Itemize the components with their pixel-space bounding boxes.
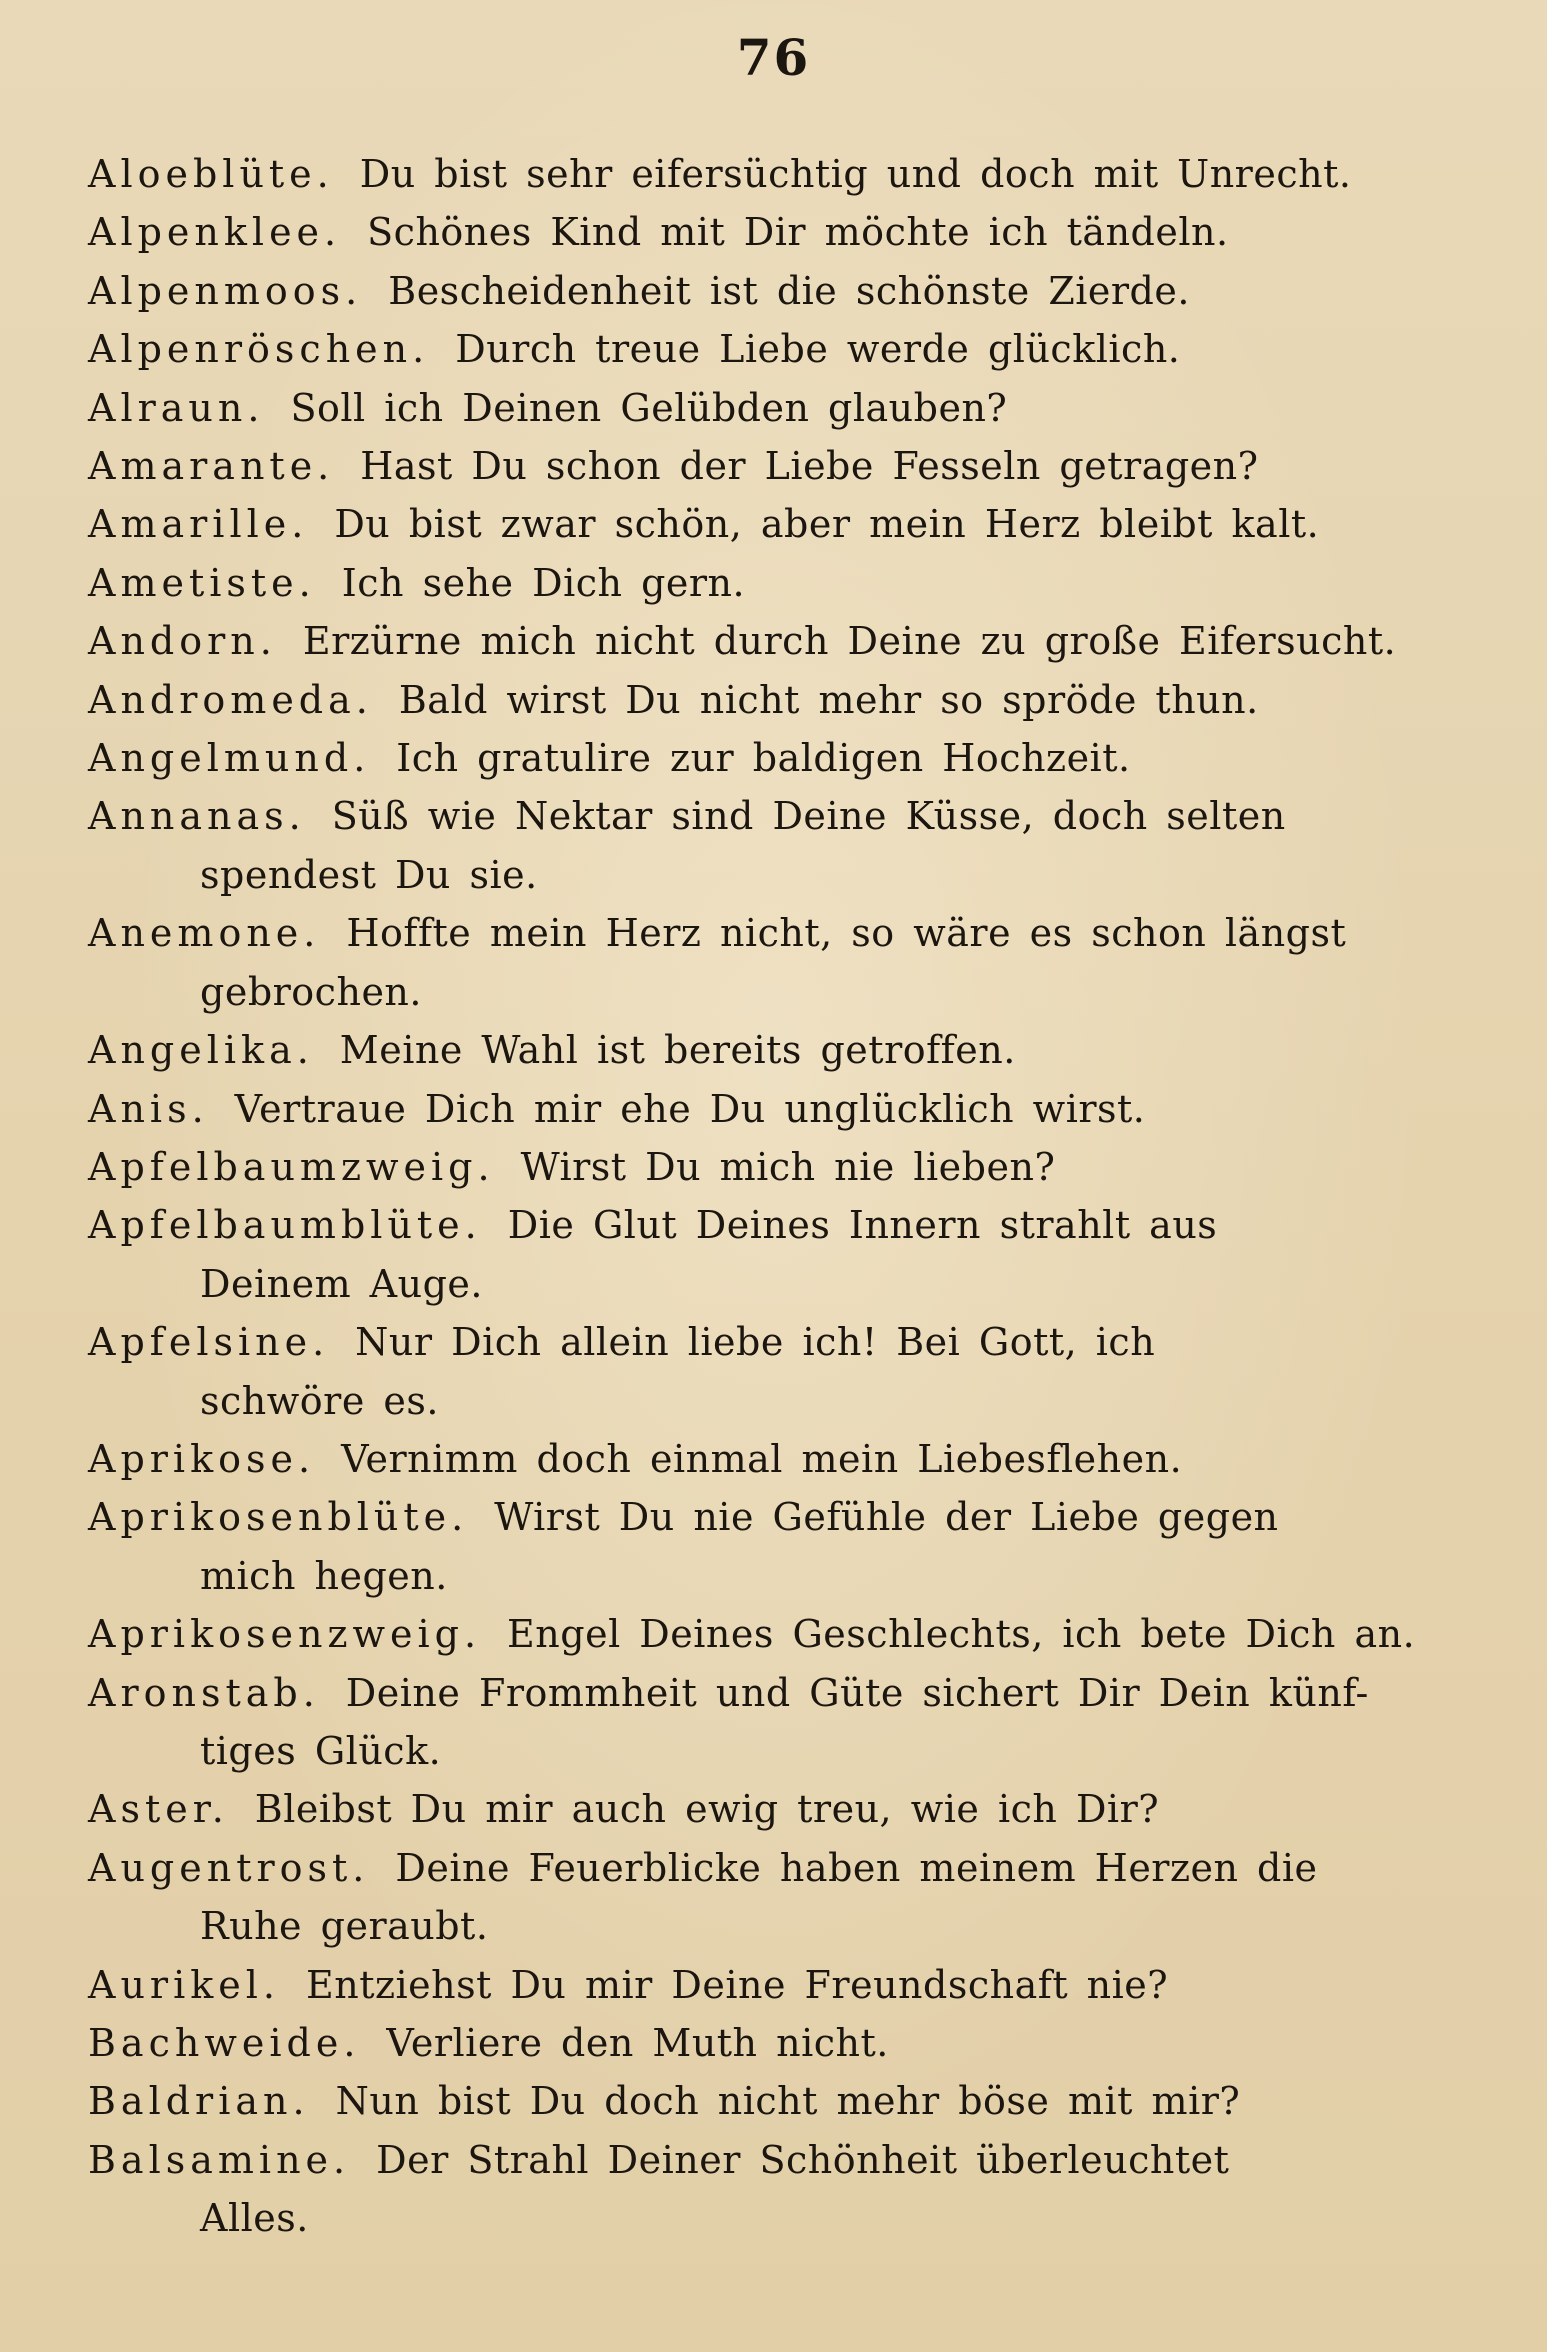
entry-term: Anemone. (88, 911, 321, 956)
entry-meaning: Soll ich Deinen Gelübden glauben? (290, 385, 1008, 430)
entry-line (88, 1196, 1508, 1254)
entry-term: Amarante. (88, 444, 335, 489)
entry-meaning: Bescheidenheit ist die schönste Zierde. (388, 268, 1190, 313)
entry-line (88, 1605, 1508, 1663)
dictionary-entry (88, 1488, 1508, 1605)
entry-term: Apfelbaumzweig. (88, 1144, 495, 1189)
entry-term: Baldrian. (88, 2079, 310, 2124)
entry-term: Aprikose. (88, 1436, 316, 1481)
entry-term: Alraun. (88, 385, 265, 430)
entry-term: Apfelsine. (88, 1320, 330, 1365)
dictionary-entry (88, 1780, 1508, 1838)
entry-line (88, 729, 1508, 787)
entry-meaning: Wirst Du nie Gefühle der Liebe gegen (494, 1495, 1279, 1540)
entry-meaning: Verliere den Muth nicht. (386, 2021, 889, 2065)
entry-term: Bachweide. (88, 2021, 361, 2065)
entry-meaning-continuation: tiges Glück. (200, 1728, 442, 1773)
entry-term: Alpenmoos. (88, 268, 363, 313)
entry-term: Angelmund. (88, 736, 371, 781)
entry-line (88, 1313, 1508, 1371)
entry-line (88, 1138, 1508, 1196)
entry-meaning: Nun bist Du doch nicht mehr böse mit mir? (335, 2079, 1241, 2124)
entry-term: Balsamine. (88, 2137, 351, 2182)
entry-term: Ametiste. (88, 560, 316, 605)
dictionary-entry (88, 1313, 1508, 1430)
dictionary-entry (88, 145, 1508, 203)
entry-meaning: Wirst Du mich nie lieben? (520, 1144, 1056, 1189)
entry-line (88, 671, 1508, 729)
dictionary-entry (88, 1605, 1508, 1663)
entry-meaning: Hast Du schon der Liebe Fesseln getragen? (360, 444, 1259, 489)
entry-term: Aronstab. (88, 1670, 320, 1715)
entry-line (88, 379, 1508, 437)
entry-line (88, 1956, 1508, 2014)
entry-meaning: Nur Dich allein liebe ich! Bei Gott, ich (355, 1320, 1156, 1365)
entry-meaning: Bald wirst Du nicht mehr so spröde thun. (398, 677, 1259, 722)
entry-line (88, 1839, 1508, 1897)
entry-meaning: Meine Wahl ist bereits getroffen. (339, 1028, 1016, 1073)
entry-line (88, 1488, 1508, 1546)
entry-term: Annanas. (88, 794, 306, 839)
entry-meaning: Der Strahl Deiner Schönheit überleuchtet (376, 2137, 1230, 2182)
entry-line (88, 1430, 1508, 1488)
entry-line (88, 1080, 1508, 1138)
entry-line (88, 1021, 1508, 1079)
dictionary-entry (88, 203, 1508, 261)
dictionary-entry (88, 495, 1508, 553)
entry-line (88, 2072, 1508, 2130)
dictionary-entry (88, 1430, 1508, 1488)
dictionary-entry (88, 1196, 1508, 1313)
entry-line (88, 203, 1508, 261)
dictionary-entry (88, 320, 1508, 378)
entry-meaning-continuation: Deinem Auge. (200, 1261, 483, 1306)
entry-list (88, 145, 1508, 2248)
entry-line (88, 787, 1508, 845)
dictionary-entry (88, 2014, 1508, 2072)
dictionary-entry (88, 379, 1508, 437)
dictionary-entry (88, 1080, 1508, 1138)
dictionary-entry (88, 554, 1508, 612)
entry-meaning: Erzürne mich nicht durch Deine zu große Eifersucht. (302, 619, 1397, 664)
entry-meaning: Vernimm doch einmal mein Liebesflehen. (341, 1436, 1183, 1481)
dictionary-entry (88, 729, 1508, 787)
dictionary-entry (88, 1664, 1508, 1781)
entry-line (88, 437, 1508, 495)
entry-line (88, 145, 1508, 203)
entry-meaning: Die Glut Deines Innern strahlt aus (507, 1203, 1218, 1248)
entry-term: Aurikel. (88, 1962, 280, 2007)
entry-term: Augentrost. (88, 1845, 370, 1890)
dictionary-entry (88, 612, 1508, 670)
entry-meaning: Vertraue Dich mir ehe Du unglücklich wirst. (234, 1086, 1146, 1131)
entry-line (88, 1780, 1508, 1838)
entry-line (88, 1664, 1508, 1722)
entry-meaning: Schönes Kind mit Dir möchte ich tändeln. (367, 210, 1229, 255)
entry-line (88, 612, 1508, 670)
entry-meaning: Du bist sehr eifersüchtig und doch mit Unrecht. (359, 152, 1352, 196)
entry-meaning: Du bist zwar schön, aber mein Herz bleibt kalt. (334, 502, 1320, 547)
entry-line (88, 554, 1508, 612)
entry-term: Aster. (88, 1787, 229, 1832)
entry-line (88, 2131, 1508, 2189)
entry-meaning-continuation: Alles. (200, 2196, 309, 2241)
entry-meaning: Deine Frommheit und Güte sichert Dir Dein künf- (345, 1670, 1369, 1715)
entry-term: Apfelbaumblüte. (88, 1203, 482, 1248)
dictionary-entry (88, 1021, 1508, 1079)
entry-term: Aprikosenblüte. (88, 1495, 469, 1540)
entry-meaning: Ich sehe Dich gern. (341, 560, 746, 605)
entry-meaning: Deine Feuerblicke haben meinem Herzen die (395, 1845, 1318, 1890)
entry-meaning: Hoffte mein Herz nicht, so wäre es schon längst (346, 911, 1347, 956)
dictionary-entry (88, 437, 1508, 495)
entry-term: Alpenröschen. (88, 327, 430, 372)
entry-line (88, 320, 1508, 378)
entry-meaning-continuation: gebrochen. (200, 969, 422, 1014)
dictionary-entry (88, 1138, 1508, 1196)
page-number: 76 (736, 28, 811, 87)
entry-term: Anis. (88, 1086, 209, 1131)
entry-term: Andromeda. (88, 677, 373, 722)
dictionary-entry (88, 262, 1508, 320)
entry-meaning-continuation: spendest Du sie. (200, 852, 538, 897)
dictionary-entry (88, 1956, 1508, 2014)
entry-term: Aprikosenzweig. (88, 1612, 482, 1657)
entry-meaning: Ich gratulire zur baldigen Hochzeit. (396, 736, 1131, 781)
dictionary-entry (88, 2131, 1508, 2248)
dictionary-entry (88, 1839, 1508, 1956)
entry-meaning-continuation: mich hegen. (200, 1553, 448, 1598)
dictionary-entry (88, 2072, 1508, 2130)
entry-meaning: Bleibst Du mir auch ewig treu, wie ich Dir? (254, 1787, 1160, 1832)
entry-line (88, 2014, 1508, 2072)
entry-term: Andorn. (88, 619, 277, 664)
entry-meaning: Entziehst Du mir Deine Freundschaft nie? (305, 1962, 1169, 2007)
dictionary-entry (88, 787, 1508, 904)
entry-term: Angelika. (88, 1028, 314, 1073)
entry-term: Aloeblüte. (88, 152, 334, 196)
entry-meaning: Engel Deines Geschlechts, ich bete Dich an. (507, 1612, 1416, 1657)
entry-meaning-continuation: schwöre es. (200, 1378, 439, 1423)
entry-line (88, 904, 1508, 962)
entry-line (88, 262, 1508, 320)
entry-line (88, 495, 1508, 553)
dictionary-entry (88, 904, 1508, 1021)
entry-meaning: Süß wie Nektar sind Deine Küsse, doch selten (331, 794, 1286, 839)
entry-meaning-continuation: Ruhe geraubt. (200, 1904, 489, 1949)
entry-term: Alpenklee. (88, 210, 342, 255)
dictionary-entry (88, 671, 1508, 729)
entry-meaning: Durch treue Liebe werde glücklich. (455, 327, 1181, 372)
entry-term: Amarille. (88, 502, 309, 547)
